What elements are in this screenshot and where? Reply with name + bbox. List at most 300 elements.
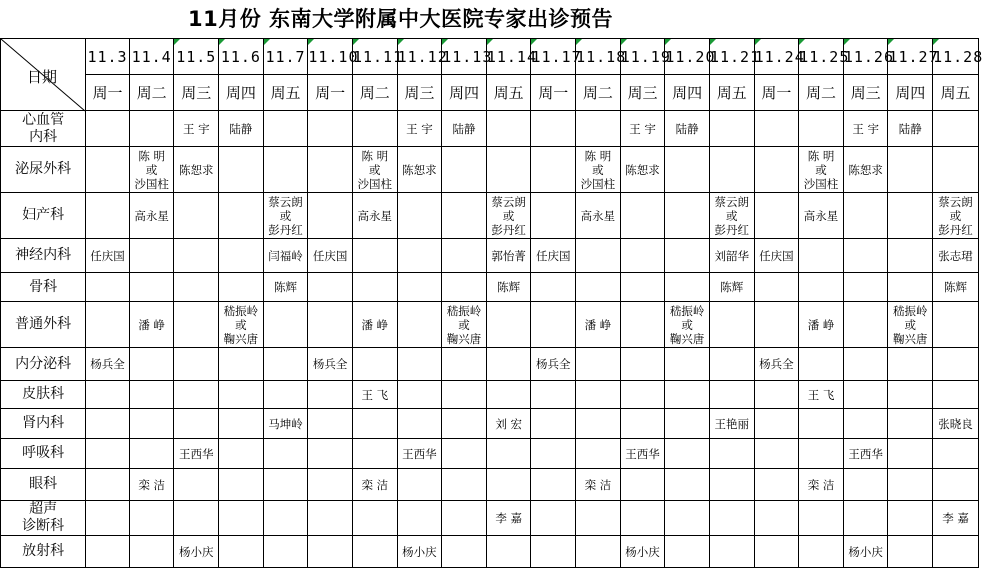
date-header: 11.20 [665,39,710,75]
doctor-cell [219,348,264,381]
doctor-cell [576,501,621,536]
doctor-name-line: 鞠兴唐 [223,331,259,346]
doctor-cell [754,381,799,409]
doctor-cell [308,501,353,536]
doctor-cell: 高永星 [576,193,621,239]
doctor-name-line: 沙国柱 [134,176,169,191]
doctor-cell [754,409,799,439]
doctor-cell [174,193,219,239]
doctor-cell [620,239,665,273]
doctor-cell [352,239,397,273]
department-label [1,469,86,501]
doctor-name-line: 沙国柱 [803,176,839,191]
doctor-cell [933,469,979,501]
department-name-line: 妇产科 [22,207,65,223]
doctor-cell: 陆静 [442,111,487,147]
doctor-cell [531,439,576,469]
doctor-cell [531,536,576,568]
doctor-cell [129,111,174,147]
date-header: 11.14 [486,39,531,75]
doctor-cell: 陆静 [219,111,264,147]
doctor-cell [219,273,264,302]
doctor-cell: 陈恕求 [620,147,665,193]
doctor-cell [799,348,844,381]
doctor-cell: 任庆国 [754,239,799,273]
doctor-cell [86,536,130,568]
doctor-cell: 杨兵全 [86,348,130,381]
doctor-cell: 陆静 [888,111,933,147]
department-name-line: 骨科 [29,278,58,295]
doctor-cell [799,239,844,273]
weekday-header: 周五 [486,75,531,111]
doctor-cell [709,536,754,568]
doctor-cell [843,273,888,302]
doctor-cell [843,239,888,273]
doctor-cell: 王 飞 [352,381,397,409]
doctor-cell [754,469,799,501]
doctor-name-line: 或 [369,162,381,177]
doctor-name-line: 或 [502,208,515,223]
doctor-cell [219,147,264,193]
doctor-name-line: 或 [458,317,470,332]
page-title: 11月份 东南大学附属中大医院专家出诊预告 [188,7,614,31]
doctor-cell [799,273,844,302]
table-row [1,273,979,302]
doctor-cell [174,501,219,536]
doctor-cell [888,409,933,439]
doctor-cell [219,193,264,239]
doctor-cell: 任庆国 [86,239,130,273]
doctor-cell: 王西华 [174,439,219,469]
table-row [1,536,979,568]
doctor-cell: 潘 峥 [576,302,621,348]
doctor-cell: 任庆国 [308,239,353,273]
date-header: 11.17 [531,39,576,75]
date-header-row [1,39,979,75]
doctor-name-line: 或 [145,162,158,177]
doctor-cell [174,348,219,381]
doctor-cell: 杨兵全 [754,348,799,381]
doctor-cell [352,536,397,568]
department-name-line: 内分泌科 [15,355,72,372]
doctor-cell [888,302,933,348]
doctor-cell: 王 宇 [174,111,219,147]
department-label [1,409,86,439]
doctor-cell [86,302,130,348]
doctor-name-line: 或 [681,317,693,332]
doctor-name-line: 彭丹红 [938,222,973,237]
table-row [1,501,979,536]
doctor-cell: 潘 峥 [799,302,844,348]
doctor-cell [888,501,933,536]
doctor-cell [709,469,754,501]
doctor-cell: 杨兵全 [308,348,353,381]
doctor-cell [843,348,888,381]
doctor-cell: 陈恕求 [843,147,888,193]
doctor-cell [843,501,888,536]
doctor-cell: 王西华 [397,439,442,469]
doctor-cell [442,193,487,239]
doctor-cell [263,439,308,469]
doctor-cell: 杨兵全 [531,348,576,381]
doctor-cell [888,193,933,239]
doctor-cell [442,439,487,469]
doctor-cell: 栾 洁 [129,469,174,501]
doctor-cell [799,501,844,536]
doctor-name-line: 嵇振岭 [669,303,705,318]
doctor-cell [665,348,710,381]
doctor-cell [843,409,888,439]
doctor-name-line: 陈 明 [807,148,835,163]
doctor-cell [129,348,174,381]
date-header: 11.6 [219,39,264,75]
doctor-cell [620,348,665,381]
doctor-cell [620,381,665,409]
department-label [1,273,86,302]
department-label [1,381,86,409]
doctor-cell [709,501,754,536]
doctor-cell [888,469,933,501]
department-name-line: 皮肤科 [22,386,65,402]
doctor-cell: 张晓良 [933,409,979,439]
doctor-cell: 栾 洁 [352,469,397,501]
doctor-cell [486,111,531,147]
doctor-cell [888,348,933,381]
doctor-cell [219,409,264,439]
doctor-cell: 李 嘉 [933,501,979,536]
doctor-cell [531,381,576,409]
doctor-cell [352,111,397,147]
doctor-cell [933,381,979,409]
doctor-cell: 王西华 [620,439,665,469]
weekday-header: 周四 [219,75,264,111]
doctor-name-line: 或 [904,317,917,332]
doctor-cell: 刘韶华 [709,239,754,273]
doctor-cell [665,381,710,409]
date-header: 11.5 [174,39,219,75]
doctor-cell [665,273,710,302]
doctor-cell [397,302,442,348]
doctor-cell [352,409,397,439]
doctor-cell [576,409,621,439]
weekday-header-row [1,75,979,111]
doctor-cell: 任庆国 [531,239,576,273]
doctor-name-line: 或 [279,208,292,223]
doctor-cell: 陈恕求 [174,147,219,193]
doctor-cell: 栾 洁 [576,469,621,501]
doctor-cell: 杨小庆 [174,536,219,568]
doctor-cell [486,193,531,239]
weekday-header: 周三 [620,75,665,111]
doctor-cell [531,409,576,439]
doctor-cell [576,348,621,381]
weekday-header: 周二 [129,75,174,111]
doctor-cell [709,348,754,381]
department-label [1,147,86,193]
doctor-cell: 陈辉 [709,273,754,302]
department-name-line: 心血管 [22,111,65,128]
doctor-cell [442,348,487,381]
doctor-cell [397,409,442,439]
doctor-cell [442,469,487,501]
weekday-header: 周五 [933,75,979,111]
doctor-cell [308,439,353,469]
corner-label: 日期 [27,68,58,86]
doctor-name-line: 沙国柱 [357,176,393,191]
doctor-cell [576,273,621,302]
doctor-name-line: 或 [592,162,604,177]
weekday-header: 周三 [843,75,888,111]
department-name-line: 泌尿外科 [15,161,72,177]
weekday-header: 周四 [665,75,710,111]
weekday-header: 周三 [397,75,442,111]
doctor-cell: 马坤岭 [263,409,308,439]
doctor-cell [308,193,353,239]
doctor-cell [665,469,710,501]
doctor-name-line: 嵇振岭 [223,303,259,318]
department-label [1,501,86,536]
doctor-cell [754,501,799,536]
doctor-cell [933,193,979,239]
doctor-cell [129,439,174,469]
date-header: 11.19 [620,39,665,75]
doctor-cell [486,469,531,501]
date-header: 11.3 [86,39,130,75]
table-row [1,147,979,193]
doctor-cell: 栾 洁 [799,469,844,501]
doctor-cell [799,111,844,147]
doctor-cell: 王 宇 [843,111,888,147]
weekday-header: 周四 [442,75,487,111]
doctor-cell [397,348,442,381]
doctor-cell: 陈辉 [263,273,308,302]
doctor-cell [531,501,576,536]
department-name-line: 神经内科 [15,247,72,263]
doctor-cell [308,381,353,409]
doctor-cell [754,111,799,147]
doctor-cell [531,273,576,302]
doctor-cell [219,501,264,536]
doctor-cell [709,111,754,147]
doctor-cell [352,348,397,381]
doctor-name-line: 鞠兴唐 [893,331,928,346]
doctor-cell [888,439,933,469]
table-row [1,469,979,501]
doctor-cell [665,409,710,439]
table-row [1,381,979,409]
department-name-line: 诊断科 [22,518,65,534]
date-header: 11.10 [308,39,353,75]
weekday-header: 周五 [263,75,308,111]
weekday-header: 周二 [576,75,621,111]
doctor-name-line: 嵇振岭 [446,303,482,318]
doctor-cell [129,239,174,273]
table-row [1,302,979,348]
doctor-name-line: 彭丹红 [491,222,526,237]
corner-header [1,39,86,111]
doctor-cell: 陆静 [665,111,710,147]
department-label [1,111,86,147]
doctor-name-line: 陈 明 [584,148,612,163]
table-row [1,111,979,147]
department-label [1,536,86,568]
doctor-name-line: 嵇振岭 [893,303,928,318]
doctor-cell [843,469,888,501]
doctor-cell [129,501,174,536]
doctor-cell [219,469,264,501]
doctor-name-line: 沙国柱 [580,176,616,191]
doctor-cell [531,302,576,348]
doctor-cell [709,147,754,193]
department-name-line: 普通外科 [15,316,72,332]
doctor-name-line: 鞠兴唐 [446,331,482,346]
doctor-cell [799,536,844,568]
doctor-cell: 王 宇 [620,111,665,147]
doctor-cell [665,239,710,273]
doctor-cell [754,193,799,239]
doctor-cell [86,273,130,302]
doctor-cell [843,193,888,239]
doctor-cell [442,302,487,348]
doctor-cell [754,536,799,568]
doctor-cell [263,536,308,568]
department-label [1,193,86,239]
doctor-cell [442,239,487,273]
doctor-cell [352,501,397,536]
doctor-cell [665,193,710,239]
page-title-bar [0,0,980,38]
doctor-cell [86,409,130,439]
doctor-cell [263,469,308,501]
table-row [1,348,979,381]
doctor-cell [665,501,710,536]
doctor-cell [576,439,621,469]
doctor-name-line: 蔡云朗 [714,194,750,209]
doctor-cell: 杨小庆 [397,536,442,568]
date-header: 11.24 [754,39,799,75]
doctor-cell [754,439,799,469]
doctor-cell [486,348,531,381]
weekday-header: 周五 [709,75,754,111]
doctor-cell [397,273,442,302]
date-header: 11.26 [843,39,888,75]
doctor-name-line: 或 [726,208,738,223]
doctor-cell: 高永星 [352,193,397,239]
doctor-name-line: 鞠兴唐 [669,331,705,346]
doctor-cell [219,439,264,469]
doctor-cell [531,111,576,147]
doctor-cell [576,536,621,568]
weekday-header: 周二 [352,75,397,111]
doctor-name-line: 或 [815,162,827,177]
doctor-cell [397,501,442,536]
doctor-cell [933,147,979,193]
doctor-cell [531,193,576,239]
doctor-cell [888,147,933,193]
doctor-cell: 郭怡菁 [486,239,531,273]
doctor-cell: 王 飞 [799,381,844,409]
doctor-cell [799,409,844,439]
doctor-name-line: 彭丹红 [268,222,303,237]
weekday-header: 周二 [799,75,844,111]
doctor-cell [174,469,219,501]
doctor-name-line: 蔡云朗 [491,194,526,209]
doctor-name-line: 彭丹红 [714,222,750,237]
table-row [1,409,979,439]
doctor-cell [709,439,754,469]
doctor-cell [933,111,979,147]
doctor-cell [486,536,531,568]
date-header: 11.18 [576,39,621,75]
weekday-header: 周四 [888,75,933,111]
date-header: 11.27 [888,39,933,75]
date-header: 11.7 [263,39,308,75]
doctor-cell [709,381,754,409]
doctor-cell [709,193,754,239]
doctor-cell: 陈辉 [933,273,979,302]
doctor-cell [888,273,933,302]
weekday-header: 周一 [754,75,799,111]
doctor-cell [665,302,710,348]
doctor-cell [665,536,710,568]
doctor-cell [933,536,979,568]
doctor-cell [308,147,353,193]
schedule-table [0,38,983,568]
doctor-cell [442,409,487,439]
doctor-cell [442,536,487,568]
doctor-cell [888,239,933,273]
department-name-line: 眼科 [29,476,58,492]
doctor-cell [665,439,710,469]
doctor-name-line: 陈 明 [138,148,165,163]
doctor-cell [263,348,308,381]
doctor-cell: 刘 宏 [486,409,531,439]
weekday-header: 周一 [308,75,353,111]
doctor-cell: 高永星 [129,193,174,239]
doctor-cell [308,302,353,348]
doctor-cell: 潘 峥 [352,302,397,348]
doctor-cell [174,409,219,439]
doctor-cell [620,501,665,536]
doctor-cell [129,536,174,568]
doctor-name-line: 或 [235,317,247,332]
department-name-line: 肾内科 [22,415,65,431]
department-label [1,348,86,381]
date-header: 11.12 [397,39,442,75]
doctor-cell: 王艳丽 [709,409,754,439]
doctor-cell [620,302,665,348]
doctor-cell [442,501,487,536]
doctor-cell [86,439,130,469]
doctor-cell [486,147,531,193]
doctor-cell [219,381,264,409]
doctor-cell [888,381,933,409]
doctor-cell [174,302,219,348]
doctor-cell [352,439,397,469]
doctor-cell [754,273,799,302]
table-row [1,193,979,239]
date-header: 11.11 [352,39,397,75]
doctor-cell [486,302,531,348]
date-header: 11.28 [933,39,979,75]
doctor-cell [86,501,130,536]
doctor-name-line: 蔡云朗 [938,194,973,209]
doctor-cell [709,302,754,348]
doctor-cell [174,381,219,409]
weekday-header: 周三 [174,75,219,111]
doctor-cell [486,381,531,409]
doctor-cell [174,239,219,273]
